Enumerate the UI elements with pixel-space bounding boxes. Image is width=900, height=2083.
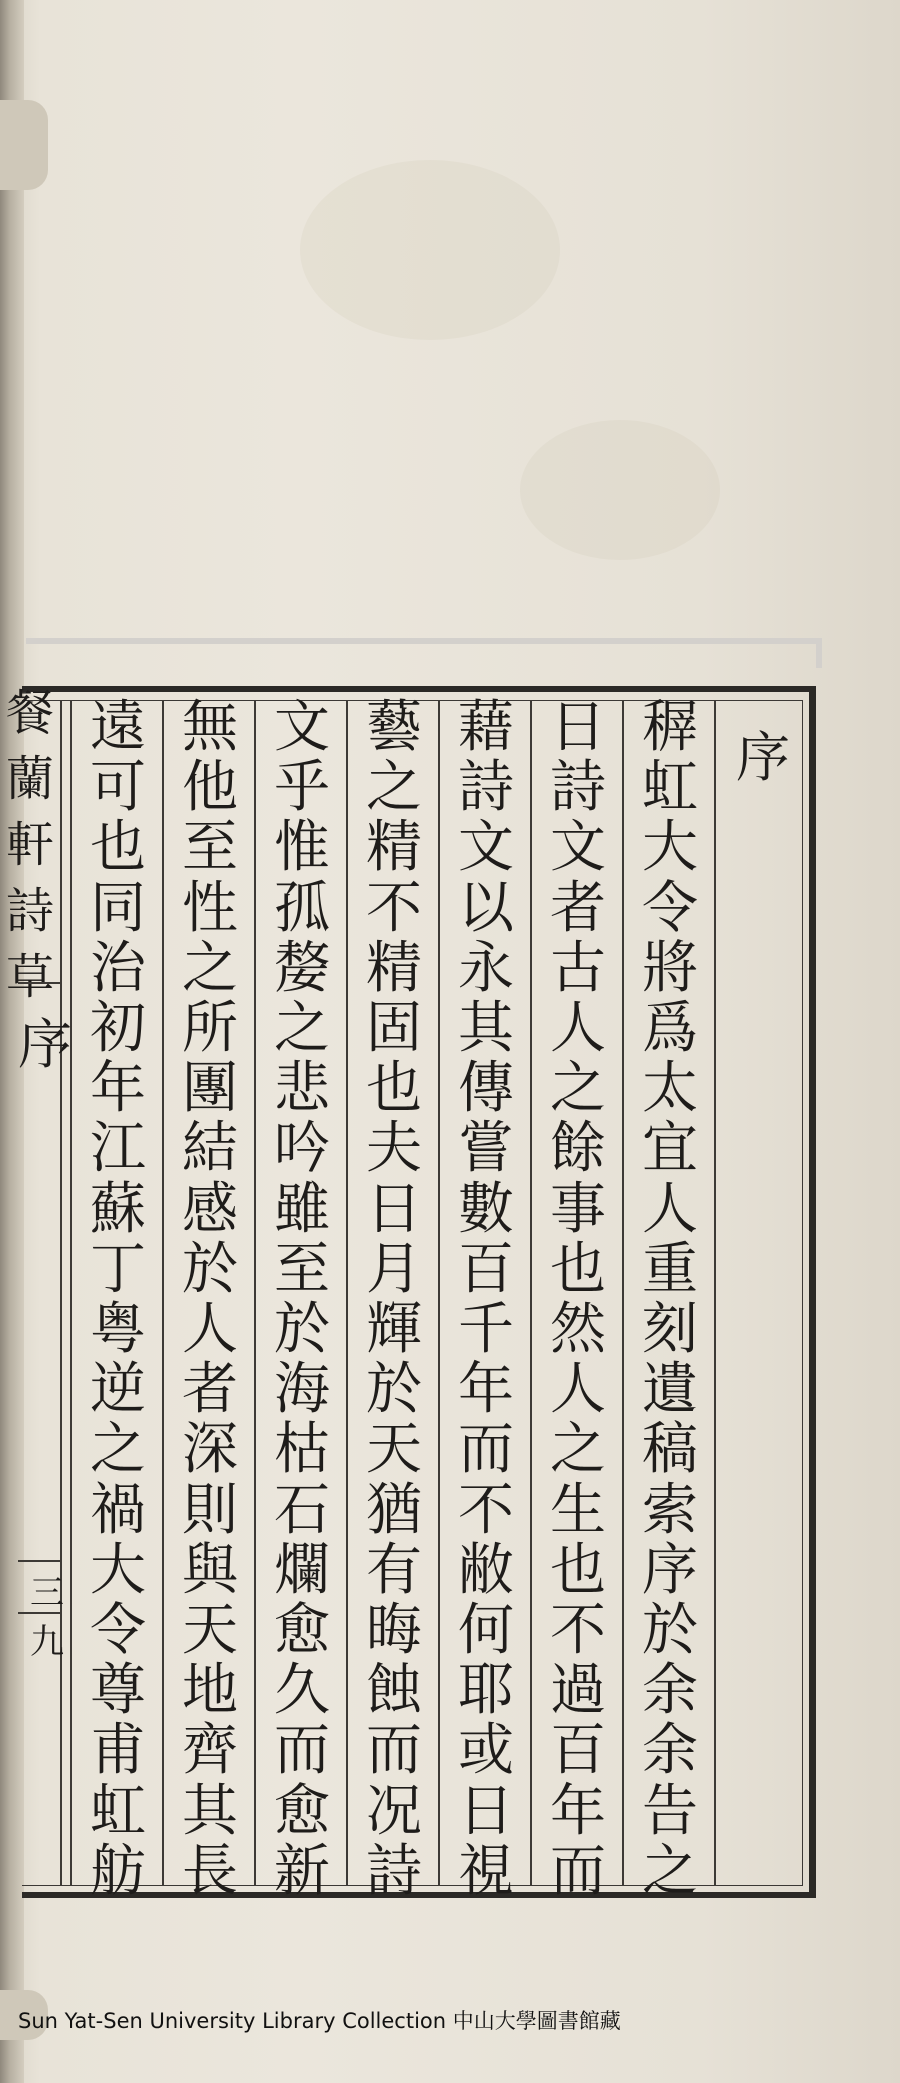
text-column: 藝之精不精固也夫日月輝於天猶有晦蝕而况詩 — [366, 695, 422, 1904]
section-label: 序 — [18, 1013, 72, 1076]
library-watermark: Sun Yat-Sen University Library Collection 中山大學圖書館藏 — [18, 2009, 621, 2033]
text-column: 日詩文者古人之餘事也然人之生也不過百年而 — [550, 695, 606, 1904]
torn-edge — [0, 100, 48, 190]
text-column: 文乎惟孤嫠之悲吟雖至於海枯石爛愈久而愈新 — [274, 695, 330, 1904]
book-title — [0, 680, 60, 1010]
column-rule — [162, 700, 164, 1886]
bleed-through-frame — [26, 638, 822, 668]
text-column: 藉詩文以永其傳嘗數百千年而不敝何耶或日視 — [458, 695, 514, 1904]
column-rule — [254, 700, 256, 1886]
margin-divider — [18, 1560, 62, 1562]
column-rule — [530, 700, 532, 1886]
text-column: 稺虹大令將爲太宜人重刻遺稿索序於余余告之 — [642, 695, 698, 1904]
book-title-text: 餐蘭軒詩草 — [5, 685, 54, 1005]
margin-divider — [18, 1612, 62, 1614]
text-column: 遠可也同治初年江蘇丁粤逆之禍大令尊甫虹舫 — [90, 695, 146, 1904]
folio-number: 三九 — [30, 1573, 64, 1662]
preface-heading: 序 — [736, 726, 790, 789]
margin-divider — [18, 982, 62, 984]
column-rule — [438, 700, 440, 1886]
column-rule — [70, 700, 72, 1886]
text-column: 無他至性之所團結感於人者深則與天地齊其長 — [182, 695, 238, 1904]
paper-stain — [300, 160, 560, 340]
column-rule — [346, 700, 348, 1886]
paper-stain — [520, 420, 720, 560]
column-rule — [714, 700, 716, 1886]
column-rule — [622, 700, 624, 1886]
